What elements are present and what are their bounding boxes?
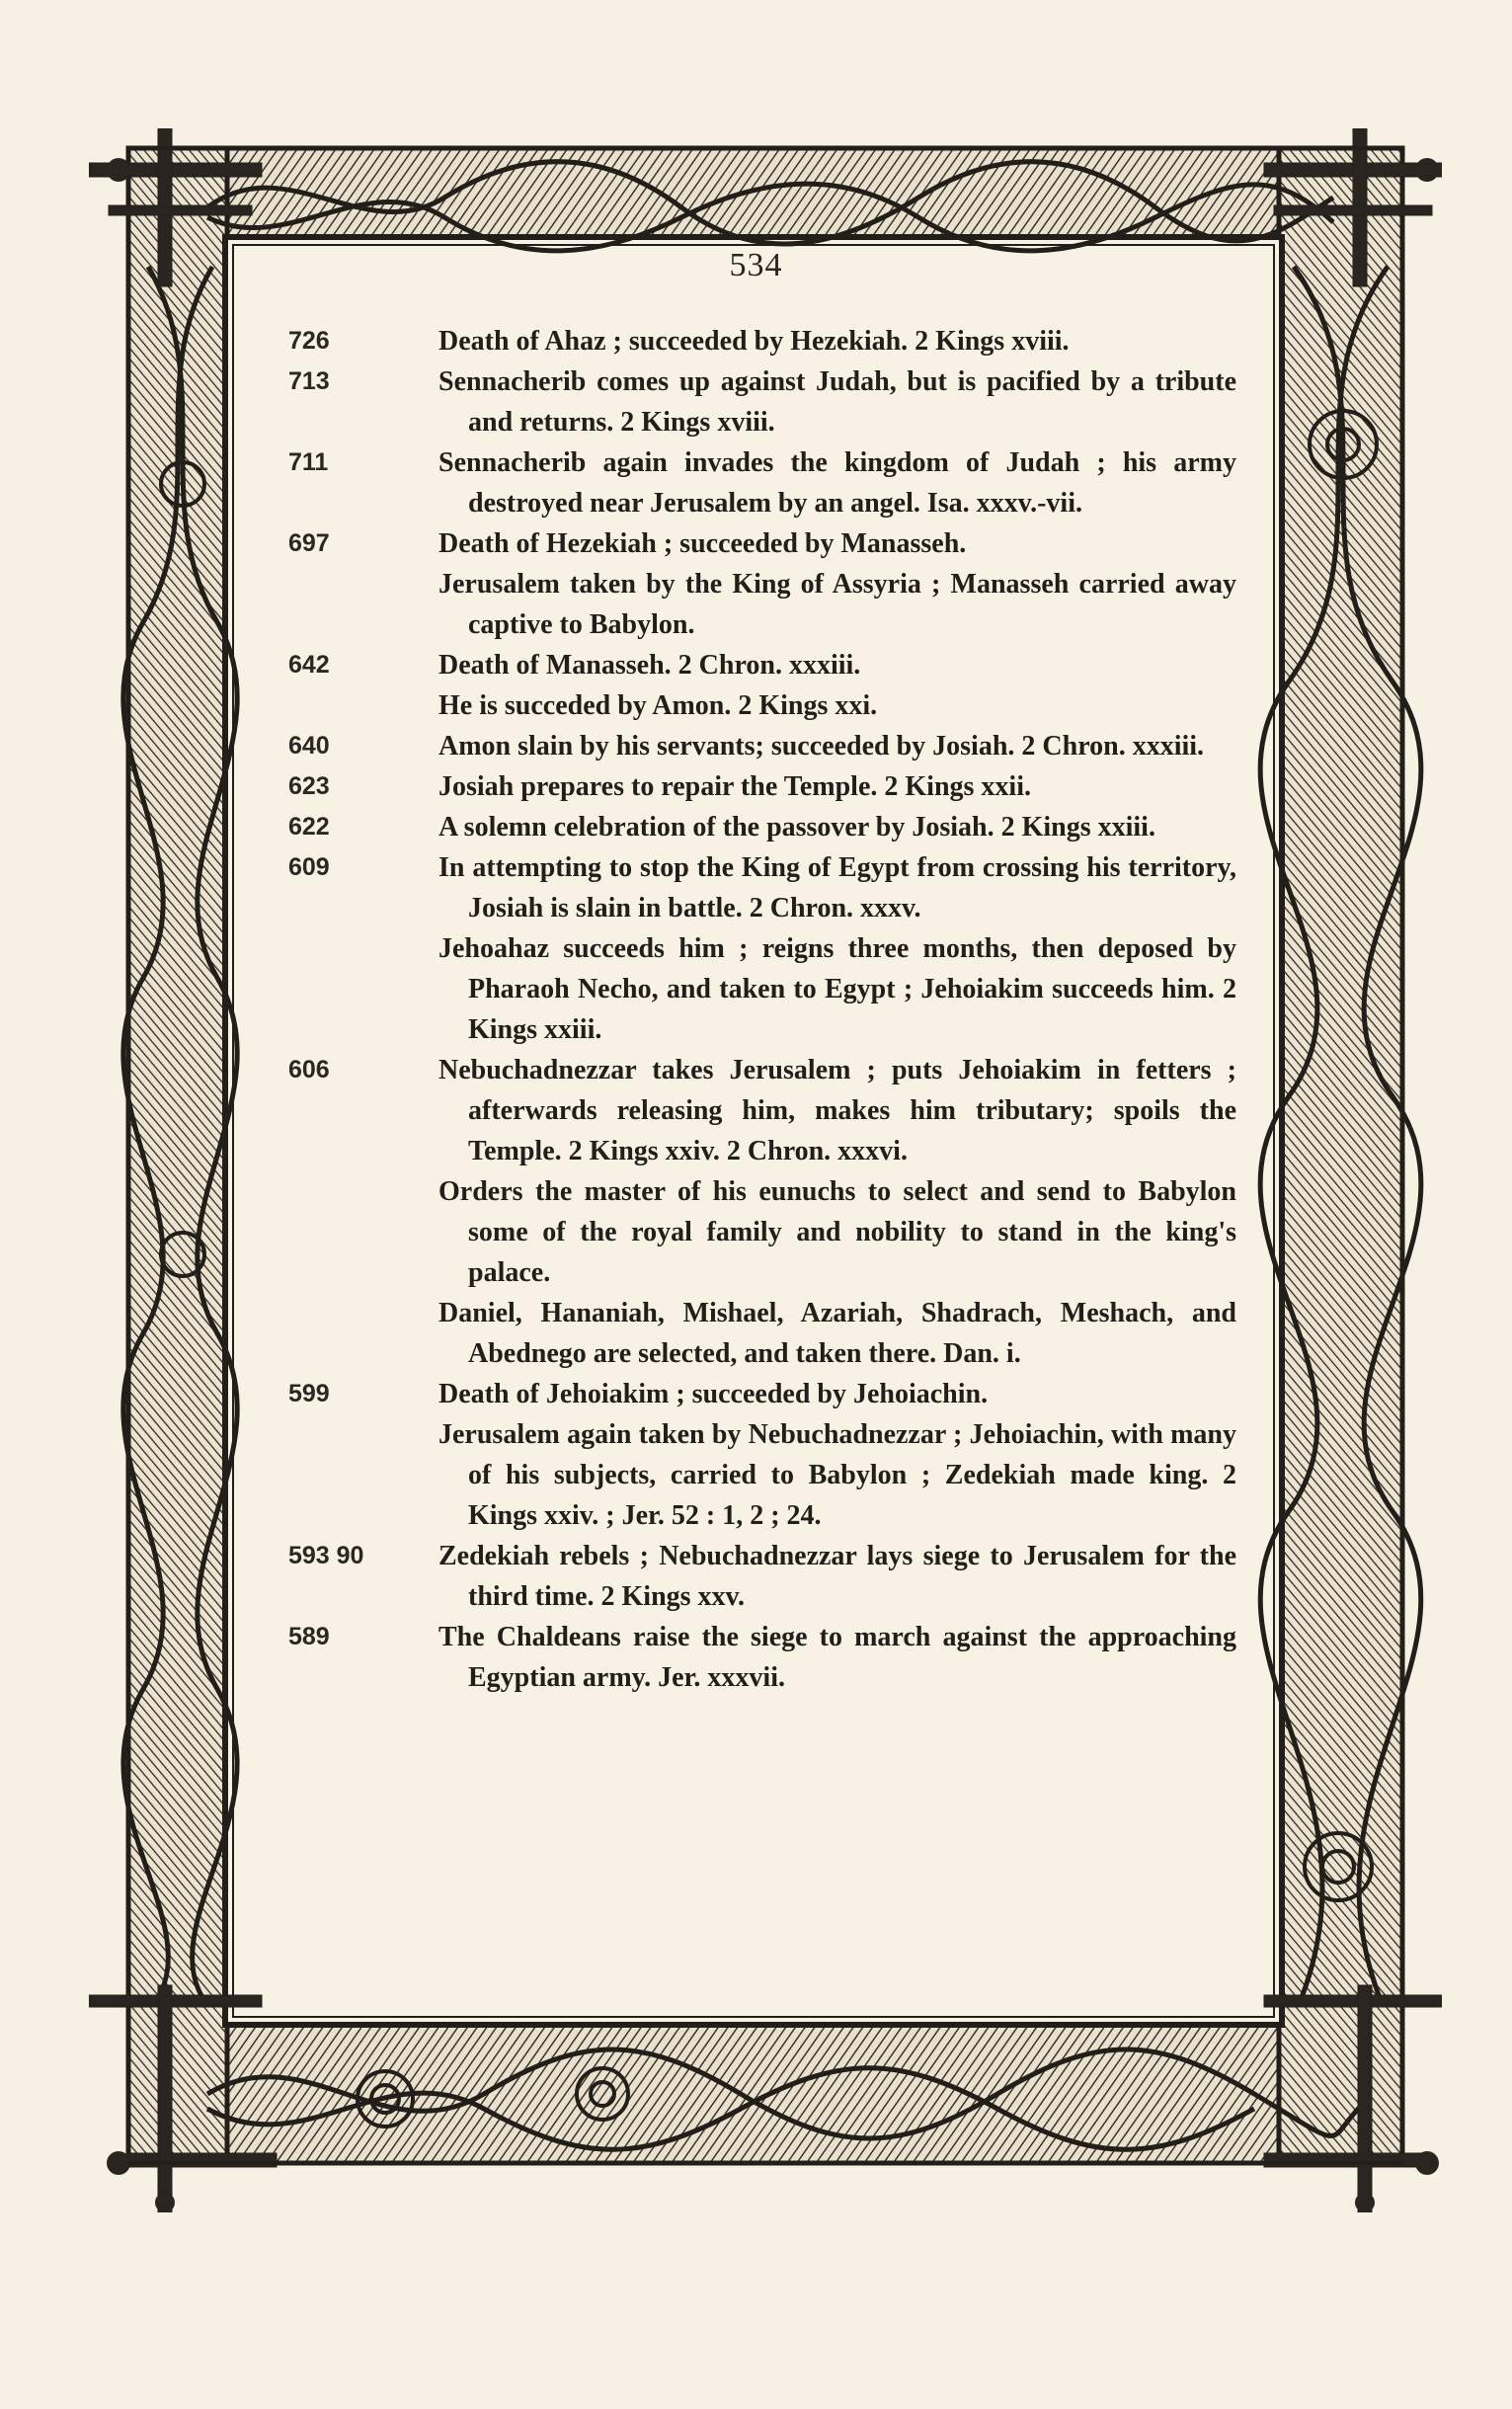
entry-text: Nebuchadnezzar takes Jerusalem ; puts Jehoiakim in fetters ; afterwards releasing him, makes him tributary; spoils the Temple. 2 Kings xxiv. 2 Chron. xxxvi.: [438, 1055, 1236, 1166]
entry-date: 623: [288, 772, 330, 800]
entry-date: 697: [288, 529, 330, 557]
chronology-entry: [288, 1171, 1236, 1293]
chronology-entry: [288, 361, 1236, 442]
entry-date: 609: [288, 853, 330, 881]
entry-text: Death of Jehoiakim ; succeeded by Jehoiachin.: [438, 1379, 989, 1409]
entry-date: 642: [288, 651, 330, 679]
page-number: 534: [729, 247, 783, 283]
entry-date: 713: [288, 367, 330, 395]
entry-date: 640: [288, 732, 330, 760]
chronology-entry: [288, 523, 1236, 564]
entry-text: Jerusalem again taken by Nebuchadnezzar ; Jehoiachin, with many of his subjects, carried to Babylon ; Zedekiah made king. 2 Kings xxiv. ; Jer. 52 : 1, 2 ; 24.: [438, 1419, 1236, 1531]
chronology-entry: [288, 1050, 1236, 1171]
entry-text: In attempting to stop the King of Egypt from crossing his territory, Josiah is slain in battle. 2 Chron. xxxv.: [438, 852, 1236, 923]
entry-date: 599: [288, 1380, 330, 1407]
chronology-entry: [288, 1293, 1236, 1374]
chronology-entry: [288, 442, 1236, 523]
entry-text: Jehoahaz succeeds him ; reigns three months, then deposed by Pharaoh Necho, and taken to Egypt ; Jehoiakim succeeds him. 2 Kings xxiii.: [438, 933, 1236, 1045]
entry-text: Sennacherib again invades the kingdom of Judah ; his army destroyed near Jerusalem by an angel. Isa. xxxv.-vii.: [438, 447, 1236, 519]
chronology-entry: [288, 726, 1236, 766]
entry-date: 589: [288, 1623, 330, 1650]
entry-text: A solemn celebration of the passover by Josiah. 2 Kings xxiii.: [438, 812, 1155, 843]
entry-text: Jerusalem taken by the King of Assyria ; Manasseh carried away captive to Babylon.: [438, 569, 1236, 640]
entry-text: Orders the master of his eunuchs to select and send to Babylon some of the royal family and nobility to stand in the king's palace.: [438, 1176, 1236, 1288]
entry-text: Amon slain by his servants; succeeded by Josiah. 2 Chron. xxxiii.: [438, 731, 1205, 762]
entry-text: Death of Ahaz ; succeeded by Hezekiah. 2 Kings xviii.: [438, 326, 1070, 357]
chronology-entry: [288, 1536, 1236, 1617]
entry-text: Daniel, Hananiah, Mishael, Azariah, Shadrach, Meshach, and Abednego are selected, and taken there. Dan. i.: [438, 1298, 1236, 1369]
chronology-entry: [288, 1617, 1236, 1698]
chronology-entry: [288, 321, 1236, 361]
entry-text: Sennacherib comes up against Judah, but is pacified by a tribute and returns. 2 Kings xviii.: [438, 366, 1236, 438]
chronology-entry: [288, 847, 1236, 928]
entry-date: 622: [288, 813, 330, 841]
chronology-entry: [288, 766, 1236, 807]
chronology-entry: [288, 1414, 1236, 1536]
chronology-entry: [288, 564, 1236, 645]
entry-date: 593 90: [288, 1542, 364, 1569]
entry-date: 711: [288, 448, 329, 476]
entry-text: Death of Manasseh. 2 Chron. xxxiii.: [438, 650, 861, 681]
chronology-entry: [288, 1374, 1236, 1414]
entry-text: Josiah prepares to repair the Temple. 2 Kings xxii.: [438, 771, 1031, 802]
entry-date: 726: [288, 327, 330, 355]
chronology-entry: [288, 928, 1236, 1050]
chronology-entry: [288, 645, 1236, 685]
entry-text: The Chaldeans raise the siege to march against the approaching Egyptian army. Jer. xxxvii.: [438, 1622, 1236, 1693]
chronology-entry: [288, 685, 1236, 726]
chronology-entry: [288, 807, 1236, 847]
entry-text: He is succeded by Amon. 2 Kings xxi.: [438, 690, 878, 721]
entry-text: Death of Hezekiah ; succeeded by Manasseh.: [438, 528, 967, 559]
chronology-entries: [288, 321, 1236, 1698]
entry-date: 606: [288, 1056, 330, 1084]
entry-text: Zedekiah rebels ; Nebuchadnezzar lays siege to Jerusalem for the third time. 2 Kings xxv.: [438, 1541, 1236, 1612]
